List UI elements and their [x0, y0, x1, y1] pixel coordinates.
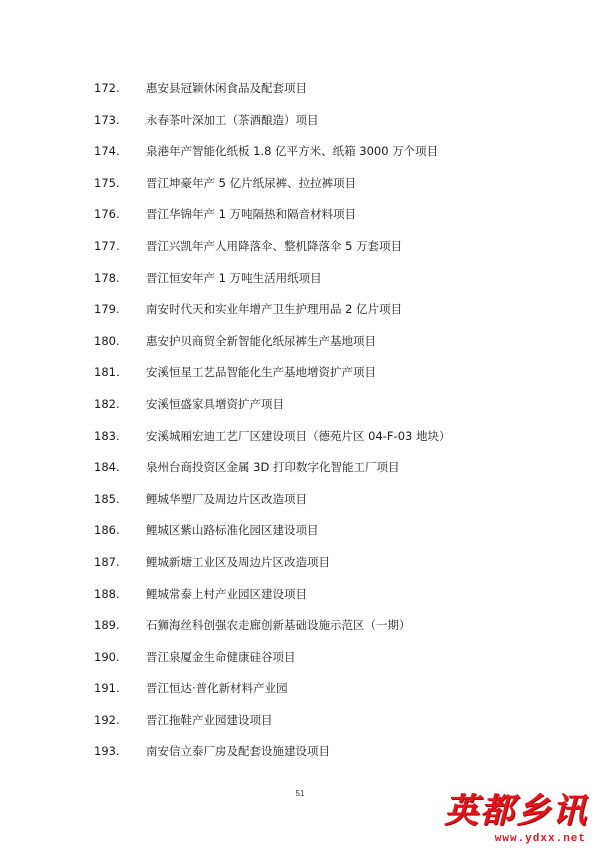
list-item [0, 172, 600, 204]
item-number: 176. [94, 207, 120, 222]
list-item [0, 614, 600, 646]
item-text: 安溪城厢宏迪工艺厂区建设项目（德苑片区 04-F-03 地块） [146, 428, 451, 443]
item-text: 晋江恒安年产 1 万吨生活用纸项目 [146, 270, 322, 285]
item-text: 晋江恒达·普化新材料产业园 [146, 681, 288, 696]
item-number: 174. [94, 144, 120, 159]
item-number: 177. [94, 238, 120, 253]
list-item [0, 488, 600, 520]
item-text: 泉港年产智能化纸板 1.8 亿平方米、纸箱 3000 万个项目 [146, 144, 439, 159]
item-text: 晋江拖鞋产业园建设项目 [146, 712, 273, 727]
item-number: 185. [94, 491, 120, 506]
item-text: 石狮海丝科创强农走廊创新基础设施示范区（一期） [146, 618, 411, 633]
item-text: 安溪恒星工艺品智能化生产基地增资扩产项目 [146, 365, 376, 380]
item-text: 晋江泉厦金生命健康硅谷项目 [146, 649, 296, 664]
list-item [0, 140, 600, 172]
list-item [0, 77, 600, 109]
watermark-logo [432, 783, 592, 845]
item-text: 晋江兴凯年产人用降落伞、整机降落伞 5 万套项目 [146, 238, 403, 253]
item-text: 南安时代天和实业年增产卫生护理用品 2 亿片项目 [146, 302, 403, 317]
item-number: 191. [94, 681, 120, 696]
list-item [0, 393, 600, 425]
list-item [0, 298, 600, 330]
list-item [0, 677, 600, 709]
list-item [0, 646, 600, 678]
item-number: 193. [94, 744, 120, 759]
item-text: 晋江坤豪年产 5 亿片纸尿裤、拉拉裤项目 [146, 175, 357, 190]
item-number: 188. [94, 586, 120, 601]
item-number: 190. [94, 649, 120, 664]
watermark-url: www.ydxx.net [494, 833, 586, 845]
list-item [0, 267, 600, 299]
list-item [0, 330, 600, 362]
item-text: 惠安护贝商贸全新智能化纸尿裤生产基地项目 [146, 333, 376, 348]
item-number: 178. [94, 270, 120, 285]
project-list [0, 77, 600, 772]
item-number: 187. [94, 554, 120, 569]
item-text: 鲤城新塘工业区及周边片区改造项目 [146, 554, 330, 569]
list-item [0, 109, 600, 141]
item-number: 180. [94, 333, 120, 348]
list-item [0, 203, 600, 235]
watermark-title: 英都乡讯 [444, 791, 588, 831]
item-number: 189. [94, 618, 120, 633]
item-text: 鲤城华塑厂及周边片区改造项目 [146, 491, 307, 506]
item-number: 186. [94, 523, 120, 538]
item-number: 172. [94, 81, 120, 95]
item-number: 175. [94, 175, 120, 190]
item-text: 南安信立泰厂房及配套设施建设项目 [146, 744, 330, 759]
list-item [0, 519, 600, 551]
list-item [0, 361, 600, 393]
item-text: 鲤城常泰上村产业园区建设项目 [146, 586, 307, 601]
item-number: 173. [94, 112, 120, 127]
list-item [0, 425, 600, 457]
item-number: 179. [94, 302, 120, 317]
list-item [0, 235, 600, 267]
list-item [0, 456, 600, 488]
item-number: 182. [94, 396, 120, 411]
item-number: 181. [94, 365, 120, 380]
list-item [0, 583, 600, 615]
item-number: 184. [94, 460, 120, 475]
list-item [0, 740, 600, 772]
item-text: 晋江华锦年产 1 万吨隔热和隔音材料项目 [146, 207, 357, 222]
list-item [0, 551, 600, 583]
list-item [0, 709, 600, 741]
item-number: 183. [94, 428, 120, 443]
item-text: 永春茶叶深加工（茶酒酿造）项目 [146, 112, 319, 127]
item-text: 鲤城区紫山路标准化园区建设项目 [146, 523, 319, 538]
item-number: 192. [94, 712, 120, 727]
item-text: 安溪恒盛家具增资扩产项目 [146, 396, 284, 411]
item-text: 泉州台商投资区金属 3D 打印数字化智能工厂项目 [146, 460, 400, 475]
page-number: 51 [295, 789, 305, 798]
item-text: 惠安县冠颖休闲食品及配套项目 [146, 81, 307, 95]
